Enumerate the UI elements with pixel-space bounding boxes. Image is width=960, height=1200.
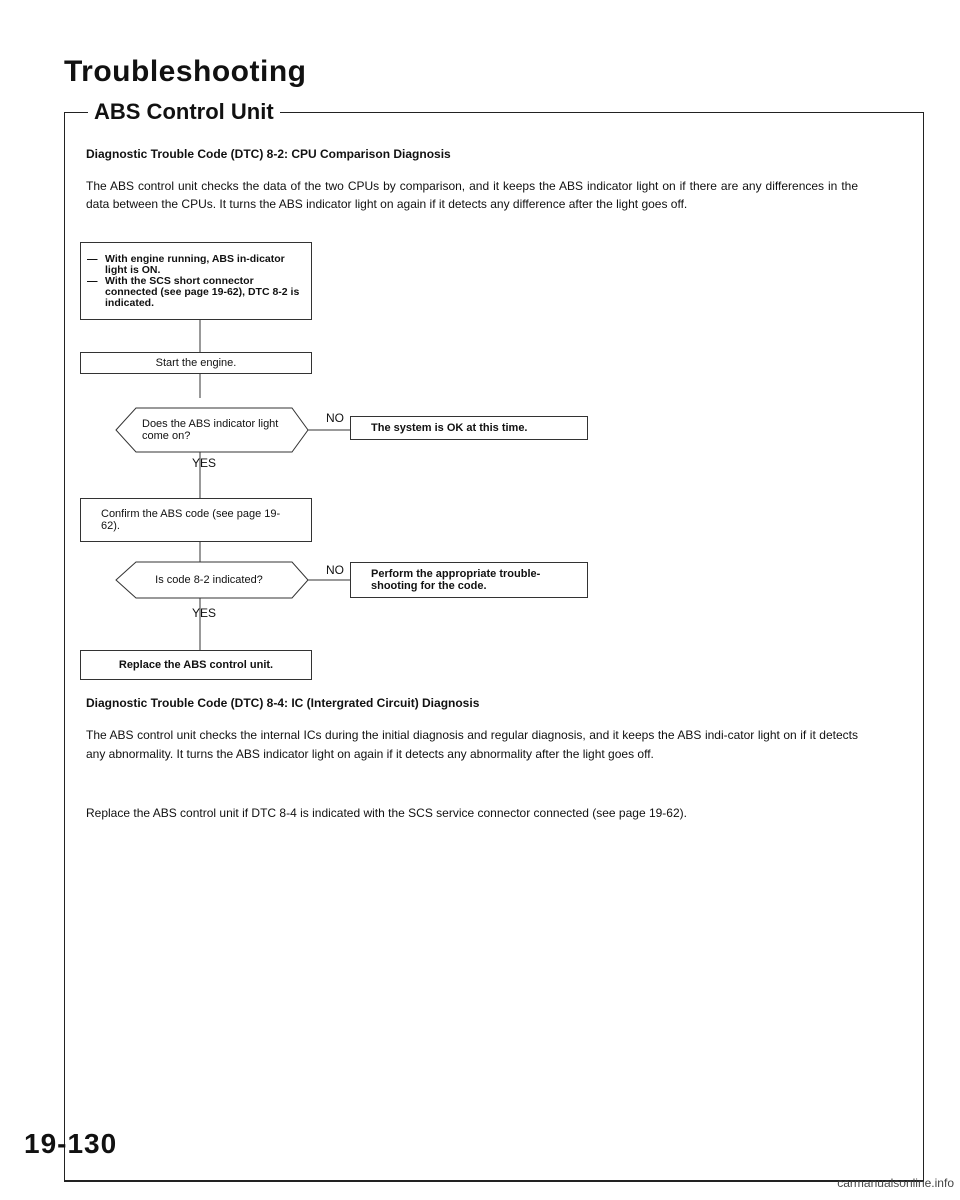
result-perform-label: Perform the appropriate trouble-shooting for the code. bbox=[371, 568, 541, 592]
dtc82-heading: Diagnostic Trouble Code (DTC) 8-2: CPU Comparison Diagnosis bbox=[86, 147, 451, 161]
step-start-engine bbox=[80, 352, 312, 374]
step-confirm-code-label: Confirm the ABS code (see page 19-62). bbox=[101, 508, 281, 532]
decision-code-text: Is code 8-2 indicated? bbox=[155, 574, 263, 586]
condition-item: — With engine running, ABS in-dicator light is ON. bbox=[105, 254, 301, 276]
dtc84-heading: Diagnostic Trouble Code (DTC) 8-4: IC (Intergrated Circuit) Diagnosis bbox=[86, 696, 480, 710]
step-confirm-code bbox=[80, 498, 312, 542]
decision-indicator-text: Does the ABS indicator light come on? bbox=[142, 418, 279, 442]
condition-item: — With the SCS short connector connected (see page 19-62), DTC 8-2 is indicated. bbox=[105, 276, 301, 309]
dtc84-description: The ABS control unit checks the internal ICs during the initial diagnosis and regular diagnosis, and it keeps the ABS indi-cator light on if it detects any abnormality. It turns the ABS indicator light on again if it detects any abnormality after the light goes off. bbox=[86, 728, 858, 761]
step-start-engine-label: Start the engine. bbox=[155, 357, 237, 369]
watermark: carmanualsonline.info bbox=[837, 1176, 954, 1190]
dtc84-instruction: Replace the ABS control unit if DTC 8-4 is indicated with the SCS service connector connected (see page 19-62). bbox=[86, 806, 687, 820]
section-title: ABS Control Unit bbox=[88, 99, 280, 125]
result-perform-box bbox=[350, 562, 588, 598]
yes-label: YES bbox=[192, 456, 217, 470]
step-replace-unit-label: Replace the ABS control unit. bbox=[118, 659, 274, 671]
page-number: 19-130 bbox=[24, 1128, 118, 1159]
no-label: NO bbox=[326, 563, 344, 577]
dtc82-description: The ABS control unit checks the data of the two CPUs by comparison, and it keeps the ABS indicator light on if there are any differences in the data between the CPUs. It turns the ABS indicator light on again if it detects any difference after the light goes off. bbox=[86, 179, 858, 211]
page-title: Troubleshooting bbox=[64, 55, 307, 88]
no-label: NO bbox=[326, 411, 344, 425]
result-ok-label: The system is OK at this time. bbox=[371, 422, 528, 434]
step-replace-unit bbox=[80, 650, 312, 680]
yes-label: YES bbox=[192, 606, 217, 620]
conditions-box bbox=[80, 242, 312, 320]
result-ok-box bbox=[350, 416, 588, 440]
